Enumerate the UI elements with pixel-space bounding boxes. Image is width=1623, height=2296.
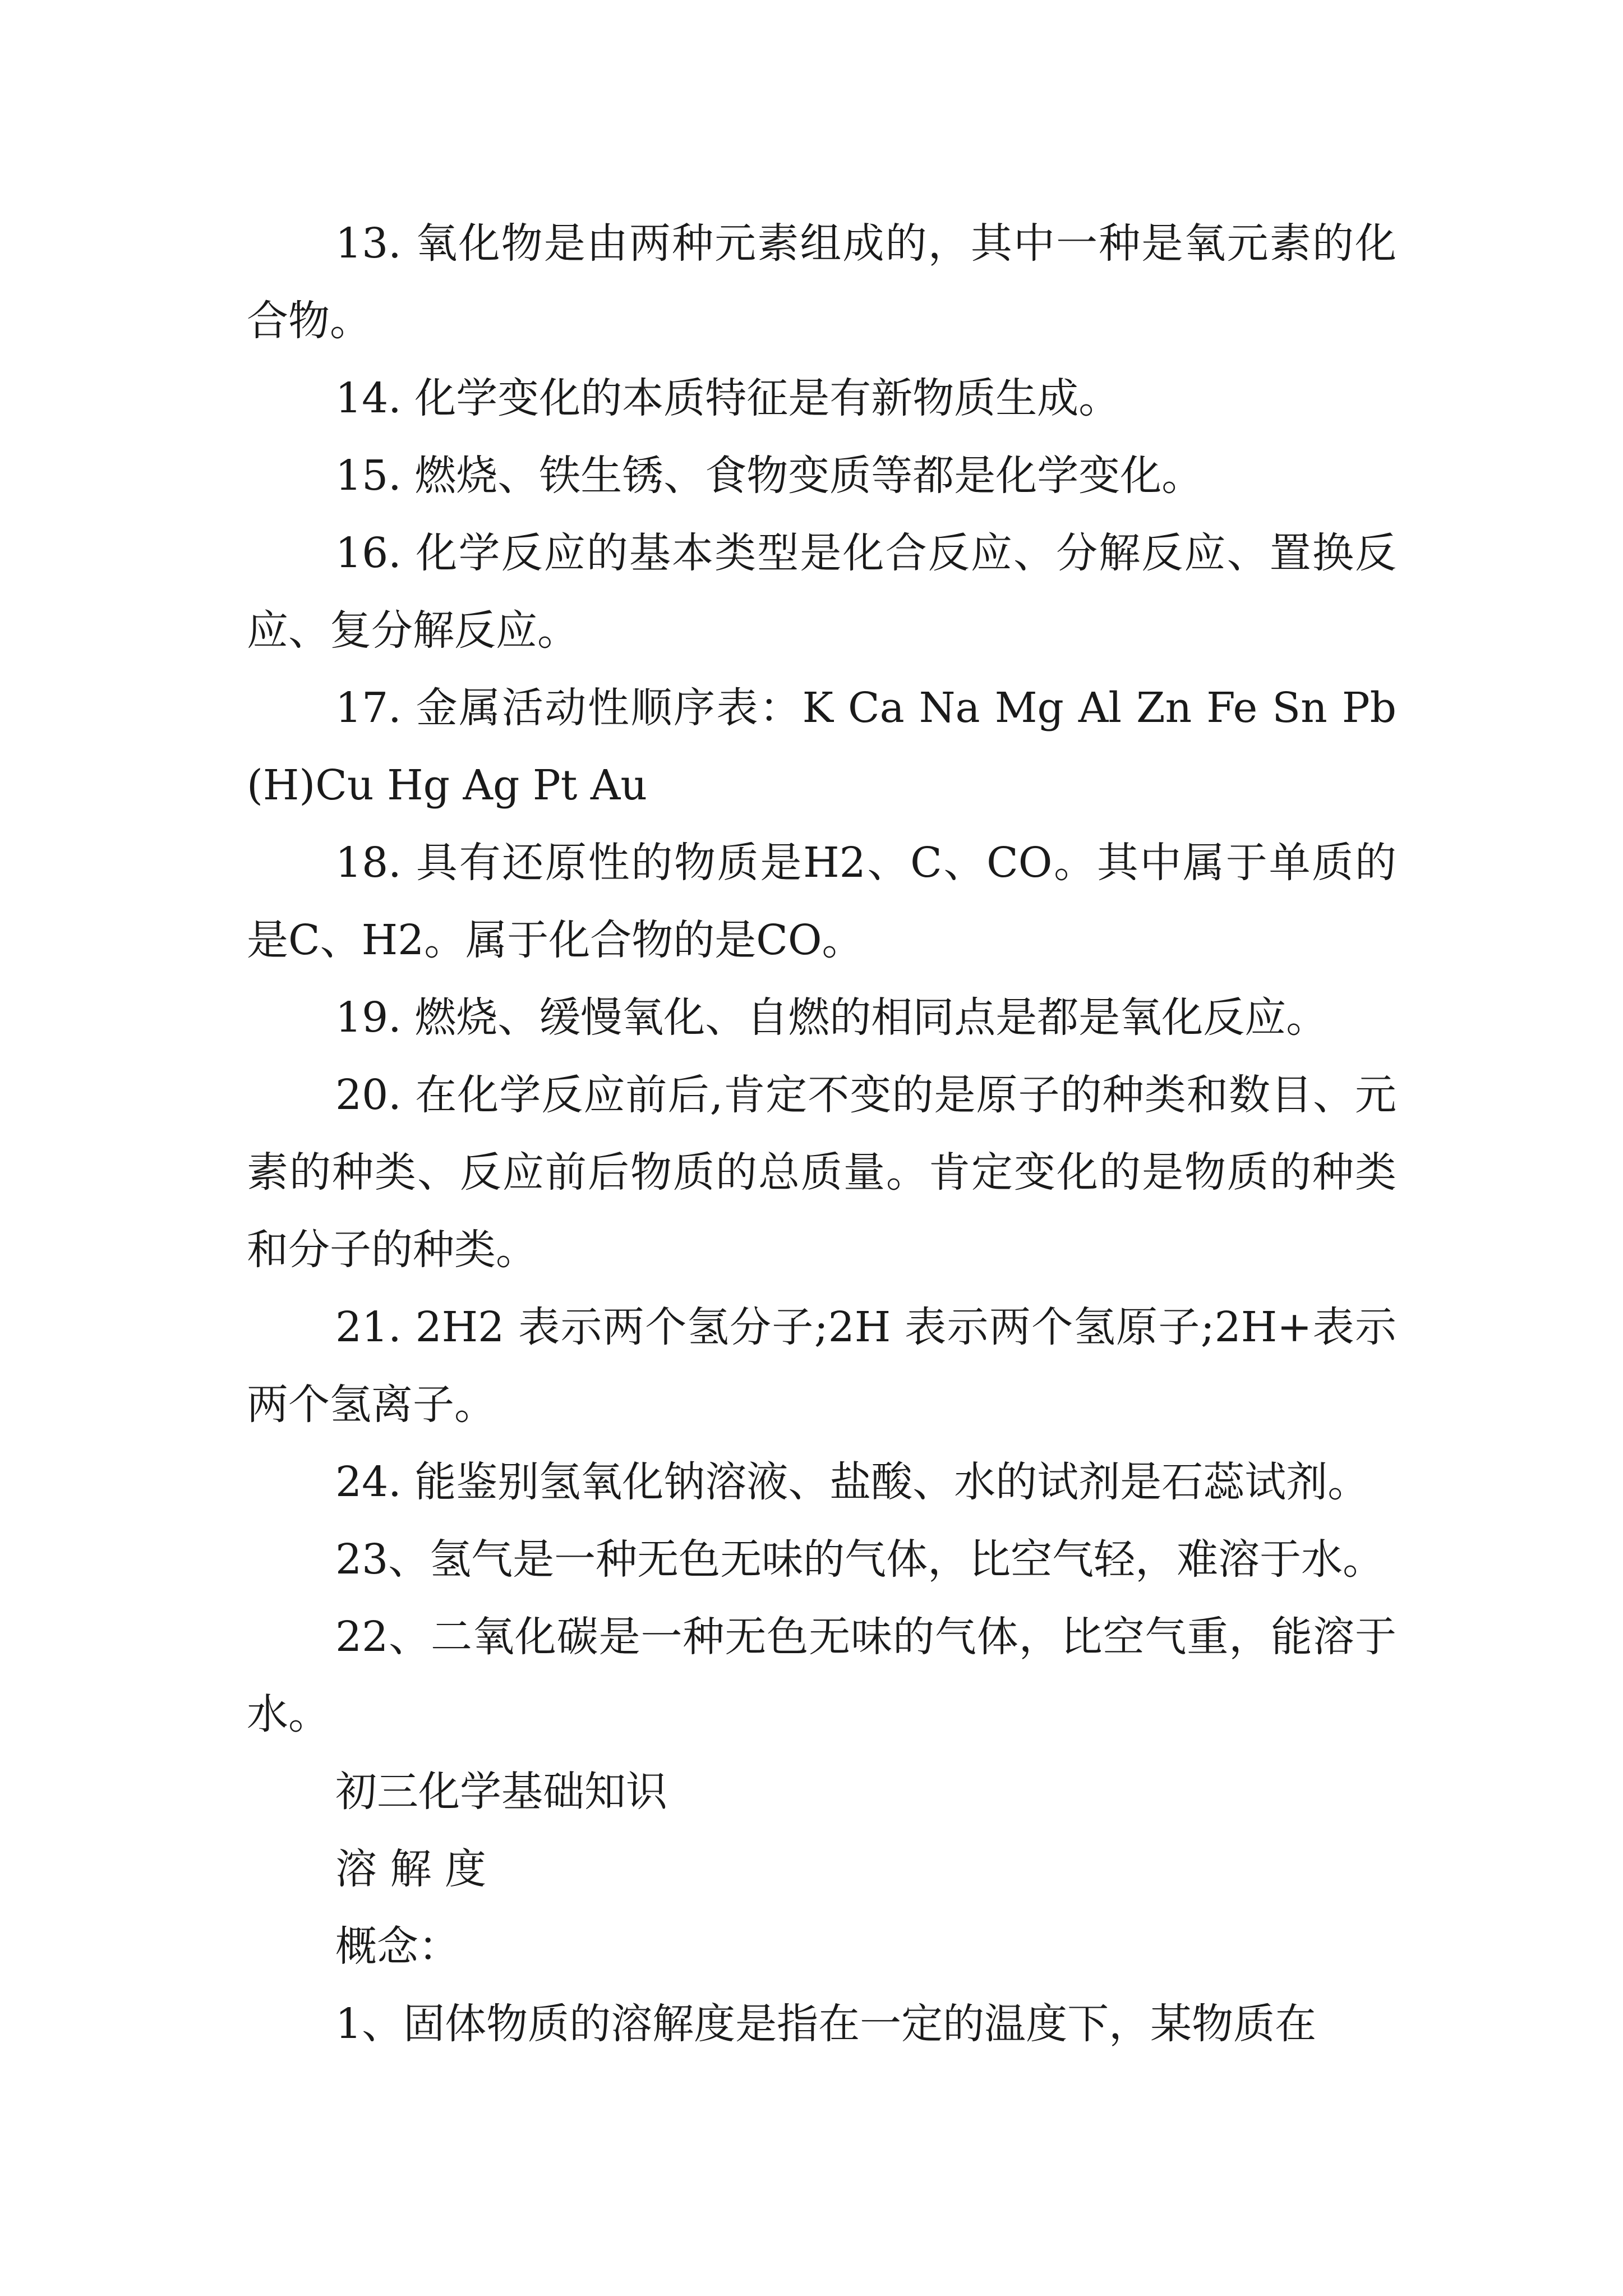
paragraph-19: 19. 燃烧、缓慢氧化、自燃的相同点是都是氧化反应。 [335,993,1328,1042]
definition-paragraph: 1、固体物质的溶解度是指在一定的温度下，某物质在 [335,2000,1317,2048]
document-body [247,205,1396,2063]
subsection-heading: 溶 解 度 [335,1845,487,1893]
paragraph-21: 21. 2H2 表示两个氢分子;2H 表示两个氢原子;2H+表示两个氢离子。 [247,1303,1396,1429]
paragraph-15: 15. 燃烧、铁生锈、食物变质等都是化学变化。 [335,452,1204,500]
paragraph-22: 22、二氧化碳是一种无色无味的气体，比空气重，能溶于水。 [247,1613,1396,1738]
paragraph-13: 13. 氧化物是由两种元素组成的，其中一种是氧元素的化合物。 [247,219,1396,345]
paragraph-17: 17. 金属活动性顺序表：K Ca Na Mg Al Zn Fe Sn Pb (H)Cu Hg Ag Pt Au [247,684,1396,809]
paragraph-14: 14. 化学变化的本质特征是有新物质生成。 [335,374,1121,422]
paragraph-20: 20. 在化学反应前后,肯定不变的是原子的种类和数目、元素的种类、反应前后物质的总质量。肯定变化的是物质的种类和分子的种类。 [247,1071,1396,1274]
section-heading: 初三化学基础知识 [335,1768,667,1816]
paragraph-24: 24. 能鉴别氢氧化钠溶液、盐酸、水的试剂是石蕊试剂。 [335,1458,1370,1506]
paragraph-23: 23、氢气是一种无色无味的气体，比空气轻，难溶于水。 [335,1535,1385,1584]
concept-label: 概念： [335,1922,460,1971]
paragraph-16: 16. 化学反应的基本类型是化合反应、分解反应、置换反应、复分解反应。 [247,529,1396,655]
paragraph-18: 18. 具有还原性的物质是H2、C、CO。其中属于单质的是C、H2。属于化合物的是CO。 [247,839,1396,964]
